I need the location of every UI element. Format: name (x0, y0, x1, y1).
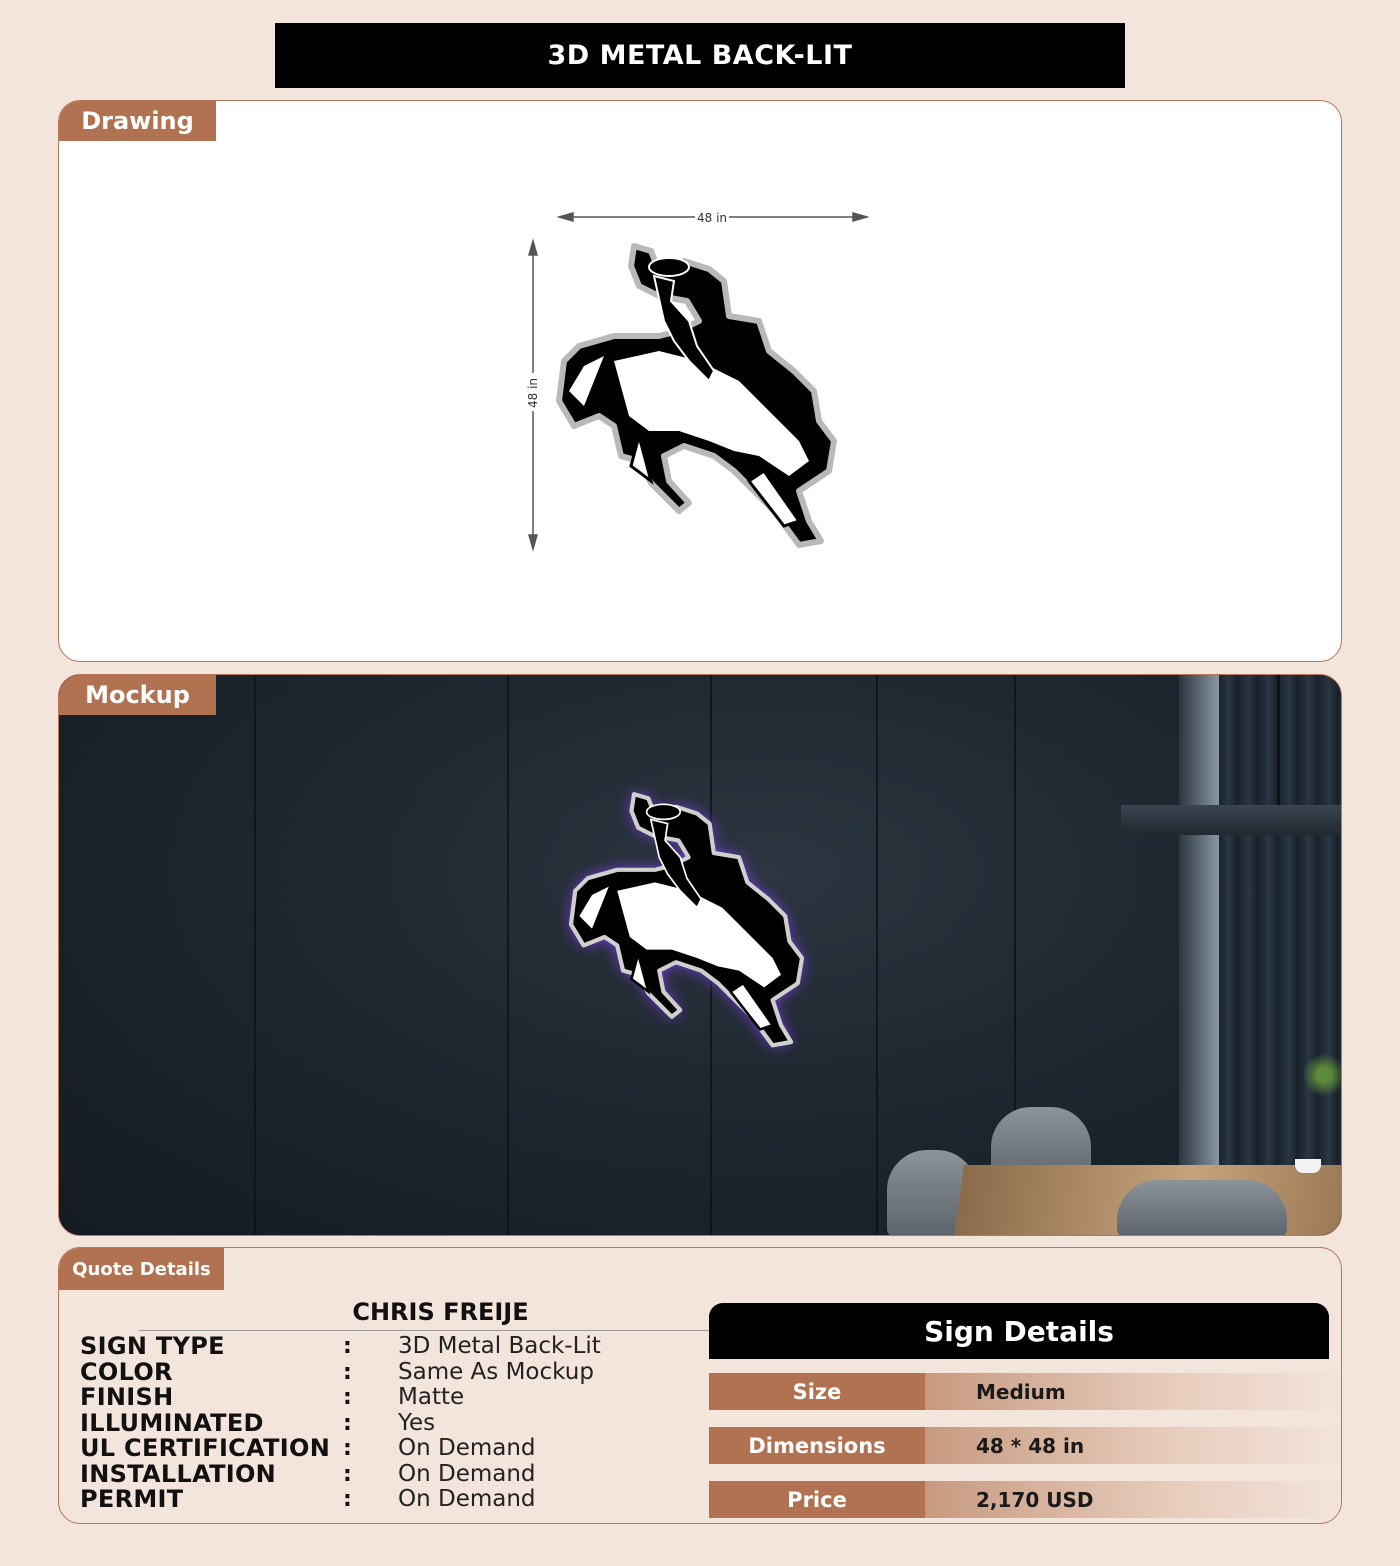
spec-colon: : (343, 1359, 352, 1385)
drawing-panel (58, 100, 1342, 662)
mockup-panel (58, 674, 1342, 1236)
sign-detail-value: Medium (925, 1373, 1342, 1410)
bronco-rider-icon (559, 246, 834, 545)
spec-value: 3D Metal Back-Lit (398, 1333, 601, 1359)
spec-label: INSTALLATION (80, 1460, 277, 1488)
spec-value: Yes (398, 1410, 436, 1436)
page-title: 3D METAL BACK-LIT (275, 23, 1125, 88)
sign-detail-label: Dimensions (709, 1427, 925, 1464)
mockup-tab: Mockup (59, 675, 216, 715)
sign-details-header: Sign Details (709, 1303, 1329, 1359)
spec-value: Same As Mockup (398, 1359, 594, 1385)
spec-row-sign-type (80, 1333, 700, 1359)
height-dimension-label: 48 in (526, 377, 540, 409)
spec-row-illuminated (80, 1410, 700, 1436)
spec-row-finish (80, 1384, 700, 1410)
spec-colon: : (343, 1435, 352, 1461)
spec-label: PERMIT (80, 1485, 184, 1513)
spec-colon: : (343, 1410, 352, 1436)
client-name: CHRIS FREIJE (352, 1298, 529, 1326)
drawing-tab: Drawing (59, 101, 216, 141)
sign-detail-value: 48 * 48 in (925, 1427, 1342, 1464)
sign-detail-value: 2,170 USD (925, 1481, 1342, 1518)
spec-colon: : (343, 1384, 352, 1410)
sign-detail-price (709, 1481, 1342, 1518)
sign-detail-label: Size (709, 1373, 925, 1410)
spec-value: Matte (398, 1384, 465, 1410)
sign-detail-dimensions (709, 1427, 1342, 1464)
spec-value: On Demand (398, 1435, 536, 1461)
width-dimension-label: 48 in (696, 211, 728, 225)
spec-row-color (80, 1359, 700, 1385)
spec-label: UL CERTIFICATION (80, 1434, 331, 1462)
spec-label: COLOR (80, 1358, 173, 1386)
spec-colon: : (343, 1333, 352, 1359)
spec-row-installation (80, 1461, 700, 1487)
spec-row-ul-certification (80, 1435, 700, 1461)
sign-detail-label: Price (709, 1481, 925, 1518)
divider (139, 1330, 742, 1331)
spec-value: On Demand (398, 1461, 536, 1487)
spec-colon: : (343, 1461, 352, 1487)
sign-detail-size (709, 1373, 1342, 1410)
spec-label: ILLUMINATED (80, 1409, 264, 1437)
spec-row-permit (80, 1486, 700, 1512)
mockup-sign (59, 675, 1342, 1236)
drawing-canvas (59, 101, 1342, 662)
quote-details-tab: Quote Details (59, 1248, 224, 1290)
spec-value: On Demand (398, 1486, 536, 1512)
spec-colon: : (343, 1486, 352, 1512)
spec-label: FINISH (80, 1383, 174, 1411)
spec-label: SIGN TYPE (80, 1332, 225, 1360)
quote-details-panel (58, 1247, 1342, 1524)
